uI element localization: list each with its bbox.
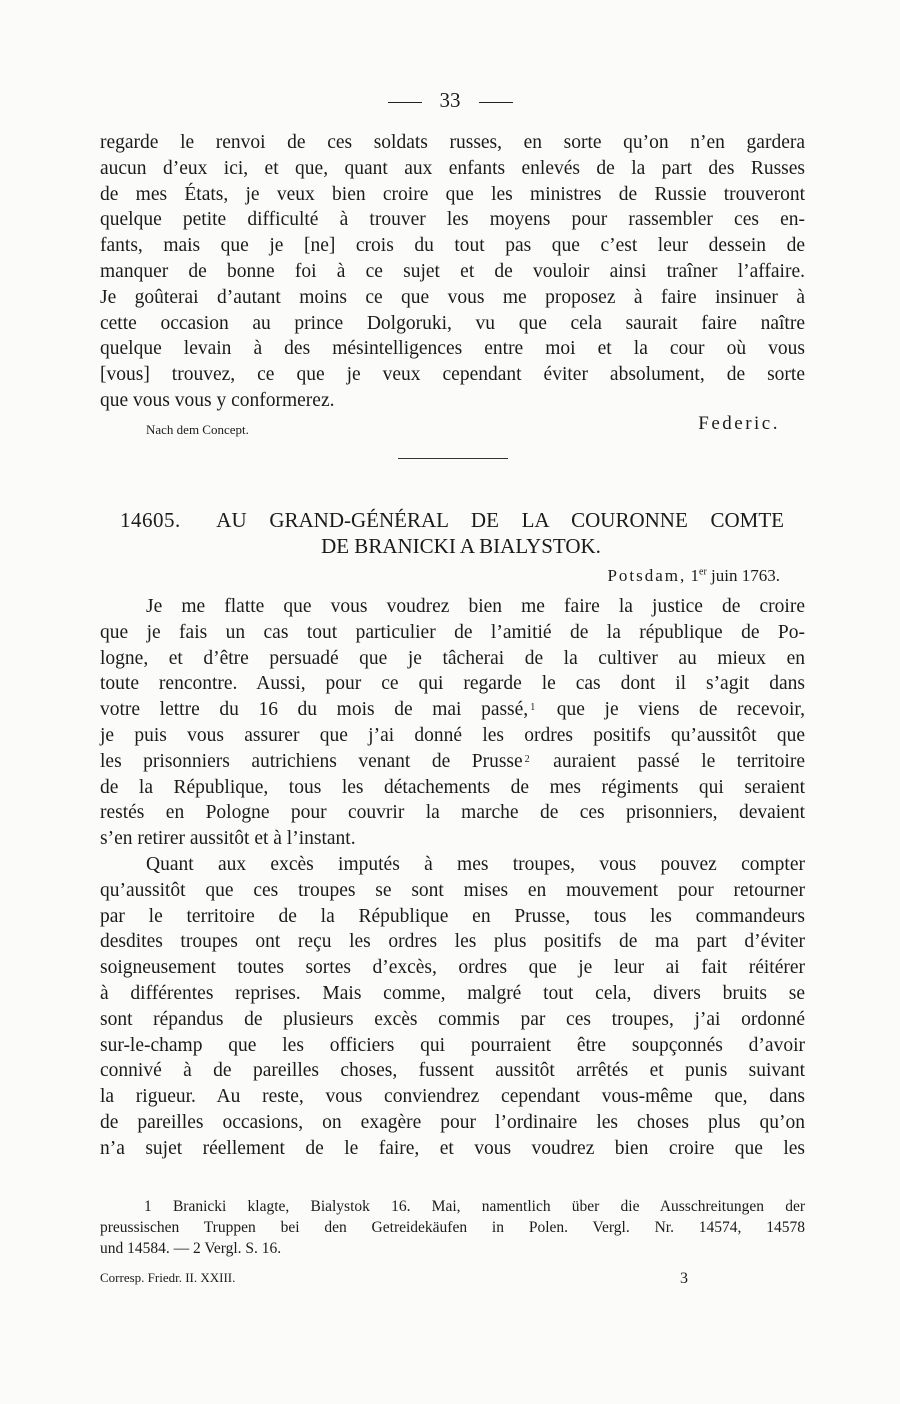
text-line: quelque petite difficulté à trouver les moyens pour rassembler ces en- <box>100 209 805 231</box>
footnote-line: 1 Branicki klagte, Bialystok 16. Mai, namentlich über die Ausschreitungen der <box>144 1198 805 1215</box>
text-line: s’en retirer aussitôt et à l’instant. <box>100 828 356 850</box>
footnote-ref: 2 <box>524 753 530 765</box>
letter-heading-line1 <box>120 507 784 533</box>
letter-day-suffix: er <box>699 566 707 578</box>
text-line: de mes États, je veux bien croire que les ministres de Russie trouveront <box>100 183 805 205</box>
text-line: la rigueur. Au reste, vous conviendrez cependant vous-même que, dans <box>100 1086 805 1108</box>
text-line: aucun d’eux ici, et que, quant aux enfants enlevés de la part des Russes <box>100 157 805 179</box>
text-line: restés en Pologne pour couvrir la marche de ces prisonniers, devaient <box>100 802 805 824</box>
text-line: quelque levain à des mésintelligences entre moi et la cour où vous <box>100 338 805 360</box>
text-line: que je fais un cas tout particulier de l’amitié de la république de Po- <box>100 621 805 643</box>
text-line: Je goûterai d’autant moins ce que vous me proposez à faire insinuer à <box>100 286 805 308</box>
section-divider <box>398 458 508 459</box>
letter-recipient-line1: AU GRAND-GÉNÉRAL DE LA COURONNE COMTE <box>216 508 784 532</box>
collection-title: Corresp. Friedr. II. XXIII. <box>100 1270 236 1285</box>
text-segment: les prisonniers autrichiens venant de Prusse <box>100 750 523 772</box>
text-line: qu’aussitôt que ces troupes se sont mises en mouvement pour retourner <box>100 879 805 901</box>
footnote-line: und 14584. — 2 Vergl. S. 16. <box>100 1240 282 1257</box>
footnote-ref: 1 <box>530 702 536 714</box>
signature-mark: 3 <box>680 1270 688 1287</box>
header-dash-left <box>388 102 422 103</box>
text-line: Je me flatte que vous voudrez bien me faire la justice de croire <box>146 596 805 617</box>
text-line: de pareilles occasions, on exagère pour l’ordinaire les choses plus qu’on <box>100 1111 805 1133</box>
page-number: 33 <box>439 88 461 112</box>
letter-month-year: juin 1763. <box>711 566 780 585</box>
page-header <box>0 88 900 113</box>
text-line: logne, et d’être persuadé que je tâcherai de la cultiver au mieux en <box>100 647 805 669</box>
text-line <box>100 697 805 723</box>
footnote-line: preussischen Truppen bei den Getreidekäufen in Polen. Vergl. Nr. 14574, 14578 <box>100 1219 805 1236</box>
text-line: de la République, tous les détachements de mes régiments qui seraient <box>100 776 805 798</box>
footnotes <box>100 1196 805 1259</box>
source-note: Nach dem Concept. <box>146 422 249 437</box>
text-line: je puis vous assurer que j’ai donné les ordres positifs qu’aussitôt que <box>100 724 805 746</box>
text-segment: votre lettre du 16 du mois de mai passé, <box>100 699 529 721</box>
text-line: toute rencontre. Aussi, pour ce qui regarde le cas dont il s’agit dans <box>100 673 805 695</box>
letter-recipient-line2: DE BRANICKI A BIALYSTOK. <box>321 534 601 558</box>
text-line: manquer de bonne foi à ce sujet et de vouloir ainsi traîner l’affaire. <box>100 260 805 282</box>
text-line: desdites troupes ont reçu les ordres les plus positifs de ma part d’éviter <box>100 931 805 953</box>
letter-body <box>100 594 805 1162</box>
text-line: sur-le-champ que les officiers qui pourraient être soupçonnés d’avoir <box>100 1034 805 1056</box>
text-line: fants, mais que je [ne] crois du tout pas que c’est leur dessein de <box>100 235 805 257</box>
letter-number: 14605. <box>120 508 181 532</box>
text-line: cette occasion au prince Dolgoruki, vu que cela saurait faire naître <box>100 312 805 334</box>
text-line <box>100 749 805 775</box>
place-date <box>607 566 780 586</box>
text-segment: que je viens de recevoir, <box>556 699 805 721</box>
signature: Federic. <box>698 413 780 434</box>
page-footer <box>100 1270 805 1286</box>
letter-heading <box>120 507 784 559</box>
text-line: par le territoire de la République en Prusse, tous les commandeurs <box>100 905 805 927</box>
text-line: soigneusement toutes sortes d’excès, ordres que je leur ai fait réitérer <box>100 957 805 979</box>
text-line: [vous] trouvez, ce que je veux cependant éviter absolument, de sorte <box>100 364 805 386</box>
text-line: que vous vous y conformerez. <box>100 389 335 411</box>
top-text-block <box>100 130 805 414</box>
text-line: connivé à de pareilles choses, fussent aussitôt arrêtés et punis suivant <box>100 1060 805 1082</box>
text-line: sont répandus de plusieurs excès commis par ces troupes, j’ai ordonné <box>100 1008 805 1030</box>
text-segment: auraient passé le territoire <box>553 750 805 772</box>
text-line: n’a sujet réellement de le faire, et vous voudrez bien croire que les <box>100 1137 805 1159</box>
letter-place: Potsdam, <box>607 566 687 585</box>
text-line: à différentes reprises. Mais comme, malgré tout cela, divers bruits se <box>100 982 805 1004</box>
text-line: Quant aux excès imputés à mes troupes, vous pouvez compter <box>146 853 805 875</box>
header-dash-right <box>479 102 513 103</box>
letter-day: 1 <box>690 566 700 585</box>
text-line: regarde le renvoi de ces soldats russes, en sorte qu’on n’en gardera <box>100 132 805 153</box>
